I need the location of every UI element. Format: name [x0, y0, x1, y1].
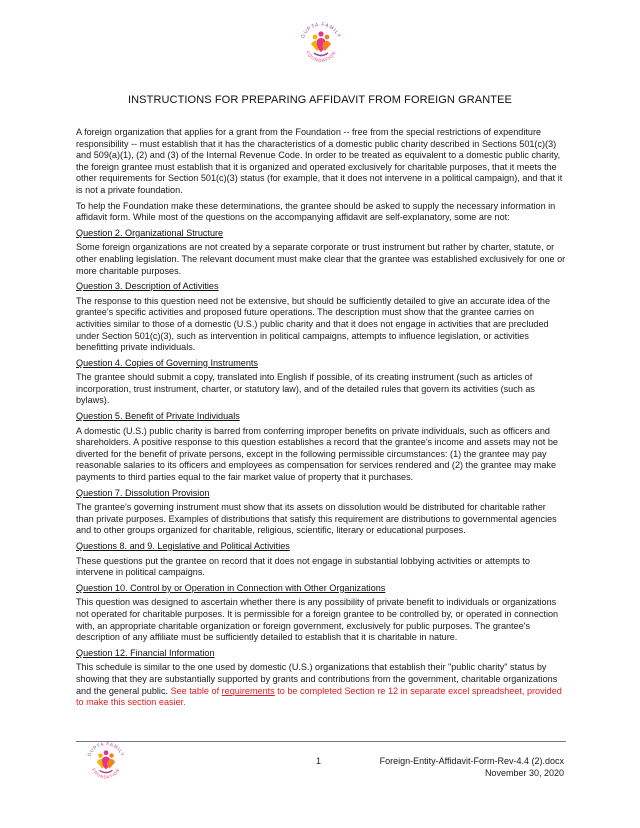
logo-arc-bottom-text: FOUNDATION: [91, 767, 121, 780]
footer-divider: [76, 741, 566, 742]
financial-text: This schedule is similar to the one used by domestic (U.S.) organizations that establish their "public charity" status by showing that they are substantially supported by grants and contributions from the government, charitable organizations and the general public.: [76, 662, 558, 696]
section-heading: Question 10. Control by or Operation in Connection with Other Organizations: [76, 582, 386, 593]
section-heading: Questions 8. and 9. Legislative and Political Activities: [76, 541, 290, 551]
section-heading: Question 2. Organizational Structure: [76, 227, 224, 238]
section-text: This question was designed to ascertain whether there is any possibility of private benefit to individuals or organizations not operated for charitable purposes. It is permissible for a foreign grantee to be controlled by, or operated in connection with, an appropriate charitable organization or foreign government, exclusively for public purposes. The grantee's description of any affiliate must be sufficiently detailed to establish that it is charitable in nature.: [76, 597, 559, 643]
footer-file-info: [380, 756, 564, 779]
page-number: 1: [316, 756, 322, 766]
section-text: These questions put the grantee on record that it does not engage in substantial lobbying activities or attempts to intervene in political campaigns.: [76, 555, 530, 578]
section-text: The grantee's governing instrument must show that its assets on dissolution would be distributed for charitable rather than private purposes. Examples of distributions that satisfy this requirement are distributions to governmental agencies and to other groups organized for charitable, religious, scientific, literary or educational purposes.: [76, 502, 557, 536]
svg-text:GUPTA FAMILY: [300, 22, 342, 39]
footer-filename: Foreign-Entity-Affidavit-Form-Rev-4.4 (2).docx: [379, 756, 564, 766]
note-after: to be completed Section re 12 in separate excel spreadsheet, provided to make this section easier.: [76, 685, 562, 708]
section-text-financial: [76, 662, 566, 708]
footer-date: November 30, 2020: [484, 767, 564, 778]
section-text: The response to this question need not be extensive, but should be sufficiently detailed to give an accurate idea of the grantee's specific activities and proposed future operations. The description must show that the grantee carries on activities similar to those of a domestic (U.S.) public charity and that it does not engage in activities that are precluded under Section 501(c)(3), such as intervention in political campaigns, attempts to influence legislation, or activities benefitting private individuals.: [76, 295, 551, 353]
section-heading: Question 3. Description of Activities: [76, 281, 219, 292]
foundation-logo-top: [295, 18, 347, 70]
section-text: Some foreign organizations are not created by a separate corporate or trust instrument but rather by charter, statute, or other enabling legislation. The relevant document must make clear that the grantee was established exclusively for one or more charitable purposes.: [76, 242, 566, 276]
logo-arc-top-text: GUPTA FAMILY: [86, 741, 126, 758]
intro-paragraph: To help the Foundation make these determinations, the grantee should be asked to supply the necessary information in affidavit form. While most of the questions on the accompanying affidavit are self-explanatory, some are not:: [76, 200, 556, 223]
section-heading: Question 7. Dissolution Provision: [76, 487, 210, 498]
intro-paragraph: A foreign organization that applies for a grant from the Foundation -- free from the special restrictions of expenditure responsibility -- must establish that it has the characteristics of a domestic public charity described in Sections 501(c)(3) and 509(a)(1), (2) and (3) of the Internal Revenue Code. In order to be treated as equivalent to a domestic public charity, the foreign grantee must establish that it is organized and operated exclusively for charitable purposes, that it meets the other requirements for Section 501(c)(3) status (for example, that it does not intervene in a political campaign), and that it is not a private foundation.: [76, 127, 563, 195]
note-before: See table of: [170, 685, 222, 696]
foundation-logo-bottom: [82, 738, 130, 786]
document-body: [76, 127, 566, 713]
page-title: INSTRUCTIONS FOR PREPARING AFFIDAVIT FROM FOREIGN GRANTEE: [127, 94, 512, 106]
logo-arc-top-text: GUPTA FAMILY: [300, 21, 342, 40]
section-text: The grantee should submit a copy, translated into English if possible, of its creating instrument (such as articles of incorporation, trust instrument, charter, or statutory law), and of the detailed rules that govern its activities (such as bylaws).: [76, 372, 535, 406]
section-heading: Question 5. Benefit of Private Individuals: [76, 411, 240, 422]
section-text: A domestic (U.S.) public charity is barred from conferring improper benefits on private individuals, such as officers and shareholders. A positive response to this question establishes a record that the grantee's income and assets may not be diverted for the benefit of private persons, except in the following permissible circumstances: (1) the grantee may pay reasonable salaries to its officers and employees as compensation for services rendered and (2) the grantee may make payments to third parties equal to the fair market value of property that it purchases.: [76, 425, 558, 483]
requirements-link[interactable]: requirements: [221, 685, 275, 696]
logo-arc-bottom-text: FOUNDATION: [305, 49, 337, 64]
section-heading: Question 4. Copies of Governing Instruments: [76, 357, 258, 368]
section-heading: Question 12. Financial Information: [76, 647, 215, 658]
